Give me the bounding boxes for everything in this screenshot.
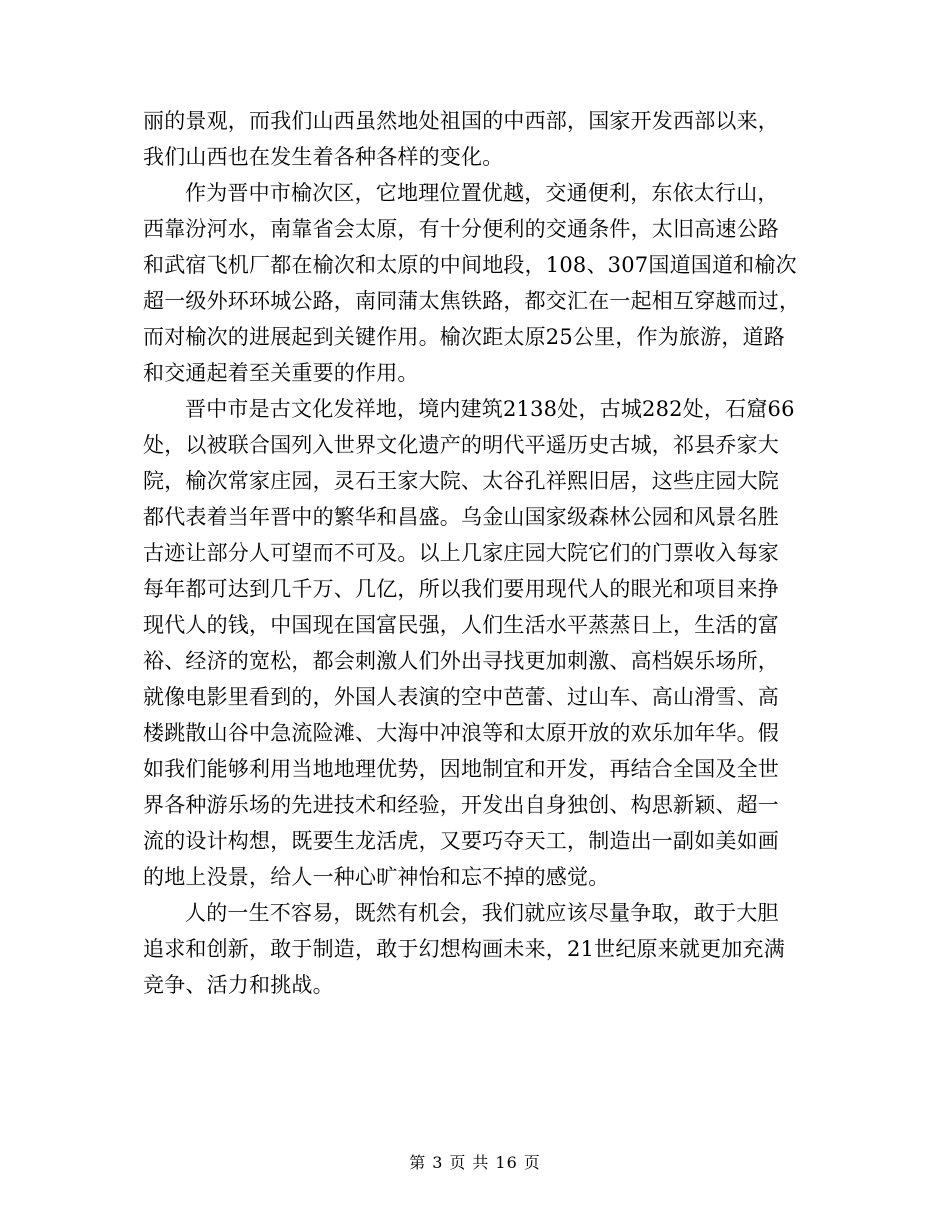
- text-line: 每年都可达到几千万、几亿，所以我们要用现代人的眼光和项目来挣: [143, 577, 779, 601]
- text-line: 我们山西也在发生着各种各样的变化。: [143, 145, 504, 169]
- text-line: 界各种游乐场的先进技术和经验，开发出自身独创、构思新颖、超一: [143, 793, 779, 817]
- text-line: 现代人的钱，中国现在国富民强，人们生活水平蒸蒸日上，生活的富: [143, 613, 779, 637]
- text-line: 作为晋中市榆次区，它地理位置优越，交通便利，东依太行山，: [185, 181, 779, 205]
- text-line: 而对榆次的进展起到关键作用。榆次距太原25公里，作为旅游，道路: [143, 325, 785, 349]
- text-line: 就像电影里看到的，外国人表演的空中芭蕾、过山车、高山滑雪、高: [143, 685, 779, 709]
- text-line: 古迹让部分人可望而不可及。以上几家庄园大院它们的门票收入每家: [143, 541, 779, 565]
- text-line: 西靠汾河水，南靠省会太原，有十分便利的交通条件，太旧高速公路: [143, 217, 779, 241]
- text-line: 晋中市是古文化发祥地，境内建筑2138处，古城282处，石窟66: [185, 397, 795, 421]
- text-line: 竞争、活力和挑战。: [143, 973, 334, 997]
- footer-current-page: 3: [432, 1153, 444, 1172]
- text-line: 和交通起着至关重要的作用。: [143, 361, 419, 385]
- text-line: 的地上没景，给人一种心旷神怡和忘不掉的感觉。: [143, 865, 610, 889]
- footer-label-page-unit: 页: [449, 1153, 467, 1172]
- text-line: 楼跳散山谷中急流险滩、大海中冲浪等和太原开放的欢乐加年华。假: [143, 721, 779, 745]
- footer-label-total-unit: 页: [523, 1153, 541, 1172]
- text-line: 人的一生不容易，既然有机会，我们就应该尽量争取，敢于大胆: [185, 901, 779, 925]
- text-line: 如我们能够利用当地地理优势，因地制宜和开发，再结合全国及全世: [143, 757, 779, 781]
- body-text: [143, 103, 808, 1003]
- text-line: 流的设计构想，既要生龙活虎，又要巧夺天工，制造出一副如美如画: [143, 829, 779, 853]
- text-line: 超一级外环环城公路，南同蒲太焦铁路，都交汇在一起相互穿越而过，: [143, 289, 801, 313]
- text-line: 都代表着当年晋中的繁华和昌盛。乌金山国家级森林公园和风景名胜: [143, 505, 779, 529]
- text-line: 丽的景观，而我们山西虽然地处祖国的中西部，国家开发西部以来，: [143, 109, 779, 133]
- footer-label-total: 共: [472, 1153, 490, 1172]
- footer-total-pages: 16: [495, 1153, 518, 1172]
- page-footer: [0, 1152, 950, 1174]
- text-line: 裕、经济的宽松，都会刺激人们外出寻找更加刺激、高档娱乐场所，: [143, 649, 779, 673]
- text-line: 和武宿飞机厂都在榆次和太原的中间地段，108、307国道国道和榆次: [143, 253, 797, 277]
- footer-label-page: 第: [409, 1153, 427, 1172]
- text-line: 院，榆次常家庄园，灵石王家大院、太谷孔祥熙旧居，这些庄园大院: [143, 469, 779, 493]
- text-line: 处，以被联合国列入世界文化遗产的明代平遥历史古城，祁县乔家大: [143, 433, 779, 457]
- text-line: 追求和创新，敢于制造，敢于幻想构画未来，21世纪原来就更加充满: [143, 937, 785, 961]
